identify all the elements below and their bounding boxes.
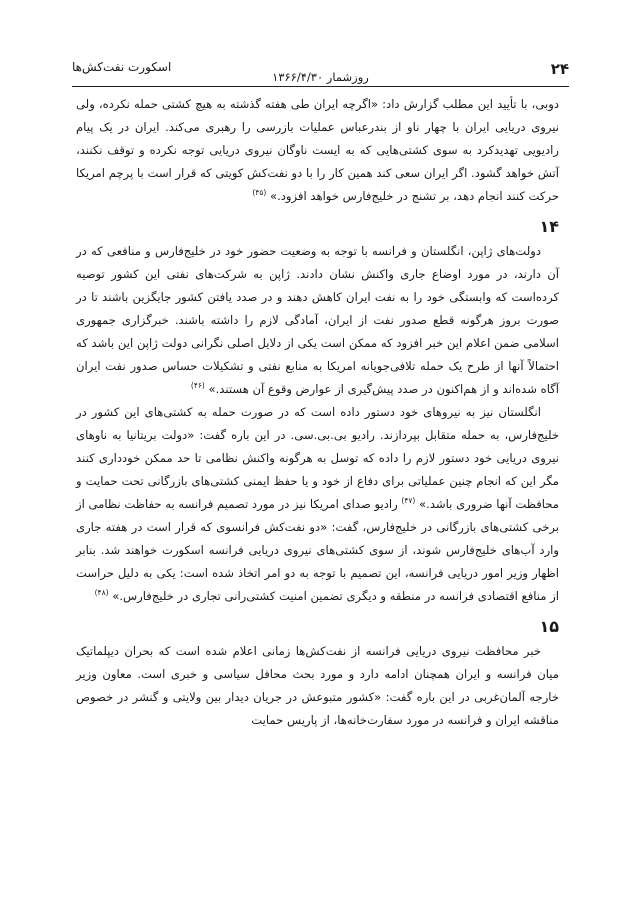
footnote-ref: (۴۶) bbox=[190, 381, 205, 391]
footnote-ref: (۴۵) bbox=[252, 188, 267, 198]
book-title: اسکورت نفت‌کش‌ها bbox=[72, 60, 172, 74]
paragraph-2: دولت‌های ژاپن، انگلستان و فرانسه با توجه به وضعیت حضور خود در خلیج‌فارس و منافعی که در آن دارند، در مورد اوضاع جاری واکنش نشان دادند. ژاپن به شرکت‌های نفتی این کشور توصیه کرده‌است که وابستگی خود را به نفت ایران کاهش دهند و در صدد یافتن کشور جایگزین باشند تا در صورت بروز هرگونه قطع صدور نفت از ایران، آمادگی لازم را داشته باشند. خبرگزاری جمهوری اسلامی ضمن اعلام این خبر افزود که ممکن است یکی از دلایل اصلی نگرانی دولت ژاپن این باشد که احتمالاً آنها از طرح یک حمله تلافی‌جویانه امریکا به منابع نفتی و تشکیلات حساس صدور نفت ایران آگاه شده‌اند و از هم‌اکنون در صدد پیش‌گیری از عوارض وقوع آن هستند.» $^{(۴۶)}$ bbox=[76, 244, 559, 396]
paragraph-1: دوبی، با تأیید این مطلب گزارش داد: «اگرچه ایران طی هفته گذشته به هیچ کشتی حمله نکرده، ولی نیروی دریایی ایران با چهار ناو از بندرعباس عملیات بازرسی را رهبری می‌کند. ایران در یک پیام رادیویی تهدیدکرد به سوی کشتی‌هایی که به ایست ناوگان نیروی دریایی توجه نکرده و توقف نکنند، آتش خواهد گشود. اگر ایران سعی کند همین کار را با دو نفت‌کش کویتی که قرار است با پرچم امریکا حرکت کنند انجام دهد، بر تشنج در خلیج‌فارس خواهد افزود.» $^{(۴۵)}$ bbox=[76, 97, 559, 203]
body-text bbox=[76, 93, 559, 732]
section-number-14: ۱۴ bbox=[539, 217, 559, 236]
running-header bbox=[72, 60, 569, 86]
section-number-15: ۱۵ bbox=[539, 617, 559, 636]
page-number: ۲۴ bbox=[550, 60, 569, 78]
footnote-ref: (۴۷) bbox=[401, 496, 416, 506]
diary-date-label: روزشمار ۱۳۶۶/۴/۳۰ bbox=[272, 70, 369, 84]
header-rule bbox=[72, 86, 569, 87]
paragraph-4: خبر محافظت نیروی دریایی فرانسه از نفت‌کش‌ها زمانی اعلام شده است که بحران دیپلماتیک میان فرانسه و ایران همچنان ادامه دارد و مورد بحث محافل سیاسی و خبری است. معاون وزیر خارجه آلمان‌غربی در این باره گفت: «کشور متبوعش در جریان دیدار بین ولایتی و گنشر در خصوص مناقشه ایران و فرانسه در مورد سفارت‌خانه‌ها، از پاریس حمایت bbox=[76, 644, 559, 727]
paragraph-3: انگلستان نیز به نیروهای خود دستور داده است که در صورت حمله به کشتی‌های این کشور در خلیج‌فارس، به حمله متقابل بپردازند. رادیو بی.بی.سی. در این باره گفت: «دولت بریتانیا به ناوهای نیروی دریایی خود دستور لازم را داده که توسل به هرگونه واکنش نظامی تا حد ممکن خودداری کنند مگر این که انجام چنین عملیاتی برای دفاع از خود و یا حفظ ایمنی کشتی‌های بازرگانی تحت حمایت و محافظت آنها ضروری باشد.» $^{(۴۷)}$ رادیو صدای امریکا نیز در مورد تصمیم فرانسه به حفاظت نظامی از برخی کشتی‌های بازرگانی در خلیج‌فارس، گفت: «دو نفت‌کش فرانسوی که قرار است در هفته جاری وارد آب‌های خلیج‌فارس شوند، از سوی کشتی‌های نیروی دریایی فرانسه اسکورت خواهند شد. بنابر اظهار وزیر امور دریایی فرانسه، این تصمیم با توجه به دو امر اتخاذ شده است: یکی به دلیل حراست از منافع اقتصادی فرانسه در منطقه و دیگری تضمین امنیت کشتی‌رانی تجاری در خلیج‌فارس.» $^{(۴۸)}$ bbox=[76, 405, 559, 603]
footnote-ref: (۴۸) bbox=[94, 588, 109, 598]
